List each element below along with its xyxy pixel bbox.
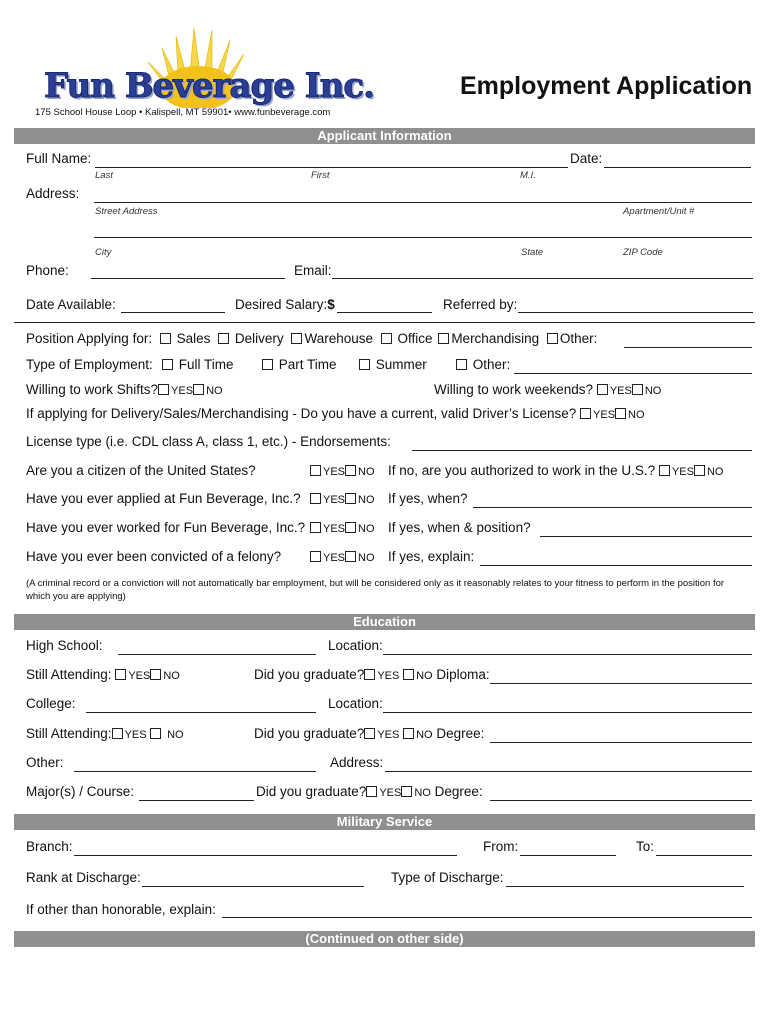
hs-still-attending-text: Still Attending: [26,667,112,682]
full-name-input[interactable] [95,167,568,168]
position-row [26,331,597,346]
drivers-license-text: If applying for Delivery/Sales/Merchandising - Do you have a current, valid Driver’s License? [26,406,577,421]
other-address-input[interactable] [385,771,752,772]
email-input[interactable] [332,278,753,279]
weekends-yes-text: YES [609,385,632,397]
rank-label: Rank at Discharge: [26,870,141,885]
company-address: 175 School House Loop • Kalispell, MT 59901• www.funbeverage.com [35,107,331,118]
from-label: From: [483,839,519,854]
majors-label: Major(s) / Course: [26,784,135,799]
weekends-no-text: NO [644,385,662,397]
desired-salary-text: Desired Salary: [235,297,328,312]
hs-grad-no-checkbox[interactable] [403,669,414,680]
other-graduate-text: Did you graduate? [256,784,367,799]
delivery-text: Delivery [234,331,284,346]
employment-full-time-option[interactable] [162,357,234,372]
college-degree-label: Degree: [436,726,485,741]
street-sublabel: Street Address [95,206,158,217]
phone-label: Phone: [26,263,69,278]
college-degree-input[interactable] [490,742,752,743]
criminal-record-note: (A criminal record or a conviction will not automatically bar employment, but will be considered only as it reasonably relates to your fitness to perform in the position for which you are applying) [26,578,725,602]
date-available-input[interactable] [121,312,225,313]
office-text: Office [397,331,433,346]
applied-yes-text: YES [323,494,346,506]
from-input[interactable] [520,855,616,856]
felony-label: Have you ever been convicted of a felony? [26,549,282,564]
position-office-option[interactable] [381,331,433,346]
logo-wordmark: Fun Beverage Inc. [44,66,374,106]
felony-no-text: NO [358,552,375,564]
applied-when-input[interactable] [473,507,752,508]
employment-other-checkbox[interactable] [456,359,467,370]
worked-before-label: Have you ever worked for Fun Beverage, Inc.? [26,520,306,535]
section-military-service: Military Service [14,814,755,830]
city-state-zip-input[interactable] [94,237,752,238]
felony-explain-input[interactable] [480,565,752,566]
felony-yes-no [310,549,375,564]
position-other-option[interactable] [547,331,598,346]
delivery-checkbox[interactable] [218,333,229,344]
full-time-text: Full Time [178,357,234,372]
college-grad-no-checkbox[interactable] [403,728,414,739]
to-input[interactable] [656,855,752,856]
desired-salary-input[interactable] [337,312,432,313]
majors-input[interactable] [139,800,254,801]
college-attending-no-text: NO [167,729,184,741]
salary-symbol: $ [327,297,335,312]
position-other-text: Other: [559,331,598,346]
rank-input[interactable] [142,886,364,887]
first-sublabel: First [311,170,330,181]
college-location-input[interactable] [383,712,752,713]
applied-no-checkbox[interactable] [345,493,356,504]
other-grad-no-text: NO [414,787,431,799]
continued-other-side-bar: (Continued on other side) [14,931,755,947]
last-sublabel: Last [95,170,113,181]
college-graduate-text: Did you graduate? [254,726,365,741]
date-input[interactable] [604,167,751,168]
college-grad-yes-text: YES [377,729,400,741]
worked-no-checkbox[interactable] [345,522,356,533]
part-time-checkbox[interactable] [262,359,273,370]
apt-sublabel: Apartment/Unit # [623,206,695,217]
warehouse-checkbox[interactable] [291,333,302,344]
email-label: Email: [294,263,332,278]
college-grad-yes-checkbox[interactable] [364,728,375,739]
branch-label: Branch: [26,839,73,854]
license-yes-checkbox[interactable] [580,408,591,419]
position-label: Position Applying for: [26,331,153,346]
felony-yes-checkbox[interactable] [310,551,321,562]
worked-yes-checkbox[interactable] [310,522,321,533]
weekends-no-checkbox[interactable] [632,384,643,395]
other-graduate [256,784,483,799]
hs-still-attending [26,667,180,682]
worked-yes-text: YES [323,523,346,535]
honorable-explain-input[interactable] [222,917,752,918]
felony-no-checkbox[interactable] [345,551,356,562]
worked-no-text: NO [358,523,375,535]
authorized-yes-text: YES [671,466,694,478]
citizen-label: Are you a citizen of the United States? [26,463,256,478]
college-attending-yes-checkbox[interactable] [112,728,123,739]
street-address-input[interactable] [94,202,752,203]
employment-type-label: Type of Employment: [26,357,153,372]
hs-grad-yes-checkbox[interactable] [364,669,375,680]
employment-other-input[interactable] [514,373,752,374]
summer-text: Summer [375,357,427,372]
hs-grad-yes-text: YES [377,670,400,682]
license-no-checkbox[interactable] [615,408,626,419]
citizen-yes-checkbox[interactable] [310,465,321,476]
college-attending-no-checkbox[interactable] [150,728,161,739]
desired-salary-label [235,297,335,312]
position-other-input[interactable] [624,347,752,348]
applied-before-label: Have you ever applied at Fun Beverage, Inc.? [26,491,301,506]
warehouse-text: Warehouse [304,331,373,346]
full-time-checkbox[interactable] [162,359,173,370]
applied-no-text: NO [358,494,375,506]
date-label: Date: [570,151,603,166]
summer-checkbox[interactable] [359,359,370,370]
citizen-no-checkbox[interactable] [345,465,356,476]
authorized-question [388,463,723,478]
to-label: To: [636,839,655,854]
other-edu-label: Other: [26,755,64,770]
shifts-yes-checkbox[interactable] [158,384,169,395]
sales-checkbox[interactable] [160,333,171,344]
referred-by-input[interactable] [518,312,753,313]
college-graduate [254,726,484,741]
hs-graduate-text: Did you graduate? [254,667,365,682]
other-grad-no-checkbox[interactable] [401,786,412,797]
authorized-no-text: NO [706,466,724,478]
license-type-label: License type (i.e. CDL class A, class 1, etc.) - Endorsements: [26,434,391,449]
mi-sublabel: M.I. [520,170,536,181]
college-location-label: Location: [328,696,383,711]
hs-attending-yes-text: YES [128,670,151,682]
page-title: Employment Application [460,72,753,100]
other-address-label: Address: [330,755,384,770]
employment-part-time-option[interactable] [262,357,337,372]
part-time-text: Part Time [278,357,337,372]
city-sublabel: City [95,247,112,258]
company-logo [40,18,374,108]
diploma-label: Diploma: [436,667,490,682]
other-grad-yes-checkbox[interactable] [366,786,377,797]
license-no-text: NO [628,409,645,421]
shifts-question [26,382,223,397]
branch-input[interactable] [74,855,457,856]
state-sublabel: State [521,247,544,258]
authorized-text: If no, are you authorized to work in the U.S.? [388,463,656,478]
sales-text: Sales [176,331,211,346]
merchandising-text: Merchandising [451,331,540,346]
shifts-no-text: NO [206,385,223,397]
hs-attending-no-checkbox[interactable] [150,669,161,680]
position-sales-option[interactable] [160,331,211,346]
address-label: Address: [26,186,80,201]
shifts-no-checkbox[interactable] [193,384,204,395]
hs-location-input[interactable] [383,654,752,655]
hs-grad-no-text: NO [416,670,433,682]
other-grad-yes-text: YES [379,787,402,799]
weekends-question [434,382,661,397]
high-school-label: High School: [26,638,103,653]
honorable-explain-label: If other than honorable, explain: [26,902,216,917]
section-education: Education [14,614,755,630]
employment-summer-option[interactable] [359,357,427,372]
shifts-yes-text: YES [171,385,194,397]
license-type-input[interactable] [412,450,752,451]
college-grad-no-text: NO [416,729,433,741]
felony-yes-text: YES [323,552,346,564]
authorized-yes-checkbox[interactable] [659,465,670,476]
applied-yes-no [310,491,375,506]
college-input[interactable] [86,712,316,713]
date-available-label: Date Available: [26,297,116,312]
other-degree-input[interactable] [490,800,752,801]
referred-by-label: Referred by: [443,297,518,312]
worked-when-input[interactable] [540,536,752,537]
applied-yes-checkbox[interactable] [310,493,321,504]
other-degree-label: Degree: [434,784,483,799]
applied-when-label: If yes, when? [388,491,468,506]
college-attending-yes-text: YES [124,729,147,741]
felony-explain-label: If yes, explain: [388,549,475,564]
weekends-yes-checkbox[interactable] [597,384,608,395]
citizen-yes-no [310,463,375,478]
shifts-text: Willing to work Shifts? [26,382,159,397]
divider-line [14,322,755,323]
position-warehouse-option[interactable] [291,331,373,346]
hs-graduate [254,667,490,682]
hs-attending-no-text: NO [163,670,180,682]
diploma-input[interactable] [490,683,752,684]
worked-when-label: If yes, when & position? [388,520,531,535]
weekends-text: Willing to work weekends? [434,382,594,397]
full-name-label: Full Name: [26,151,92,166]
employment-other-text: Other: [472,357,511,372]
position-merchandising-option[interactable] [438,331,539,346]
hs-attending-yes-checkbox[interactable] [115,669,126,680]
authorized-no-checkbox[interactable] [694,465,705,476]
hs-location-label: Location: [328,638,383,653]
section-applicant-information: Applicant Information [14,128,755,144]
high-school-input[interactable] [118,654,316,655]
position-delivery-option[interactable] [218,331,284,346]
worked-yes-no [310,520,375,535]
license-yes-text: YES [593,409,616,421]
phone-input[interactable] [91,278,285,279]
college-still-attending [26,726,184,741]
office-checkbox[interactable] [381,333,392,344]
discharge-type-label: Type of Discharge: [391,870,504,885]
zip-sublabel: ZIP Code [623,247,663,258]
position-other-checkbox[interactable] [547,333,558,344]
drivers-license-question [26,406,645,421]
merchandising-checkbox[interactable] [438,333,449,344]
employment-other-option[interactable] [456,357,510,372]
discharge-type-input[interactable] [506,886,744,887]
college-label: College: [26,696,76,711]
college-still-attending-text: Still Attending: [26,726,112,741]
other-edu-input[interactable] [74,771,316,772]
citizen-no-text: NO [358,466,375,478]
citizen-yes-text: YES [323,466,346,478]
